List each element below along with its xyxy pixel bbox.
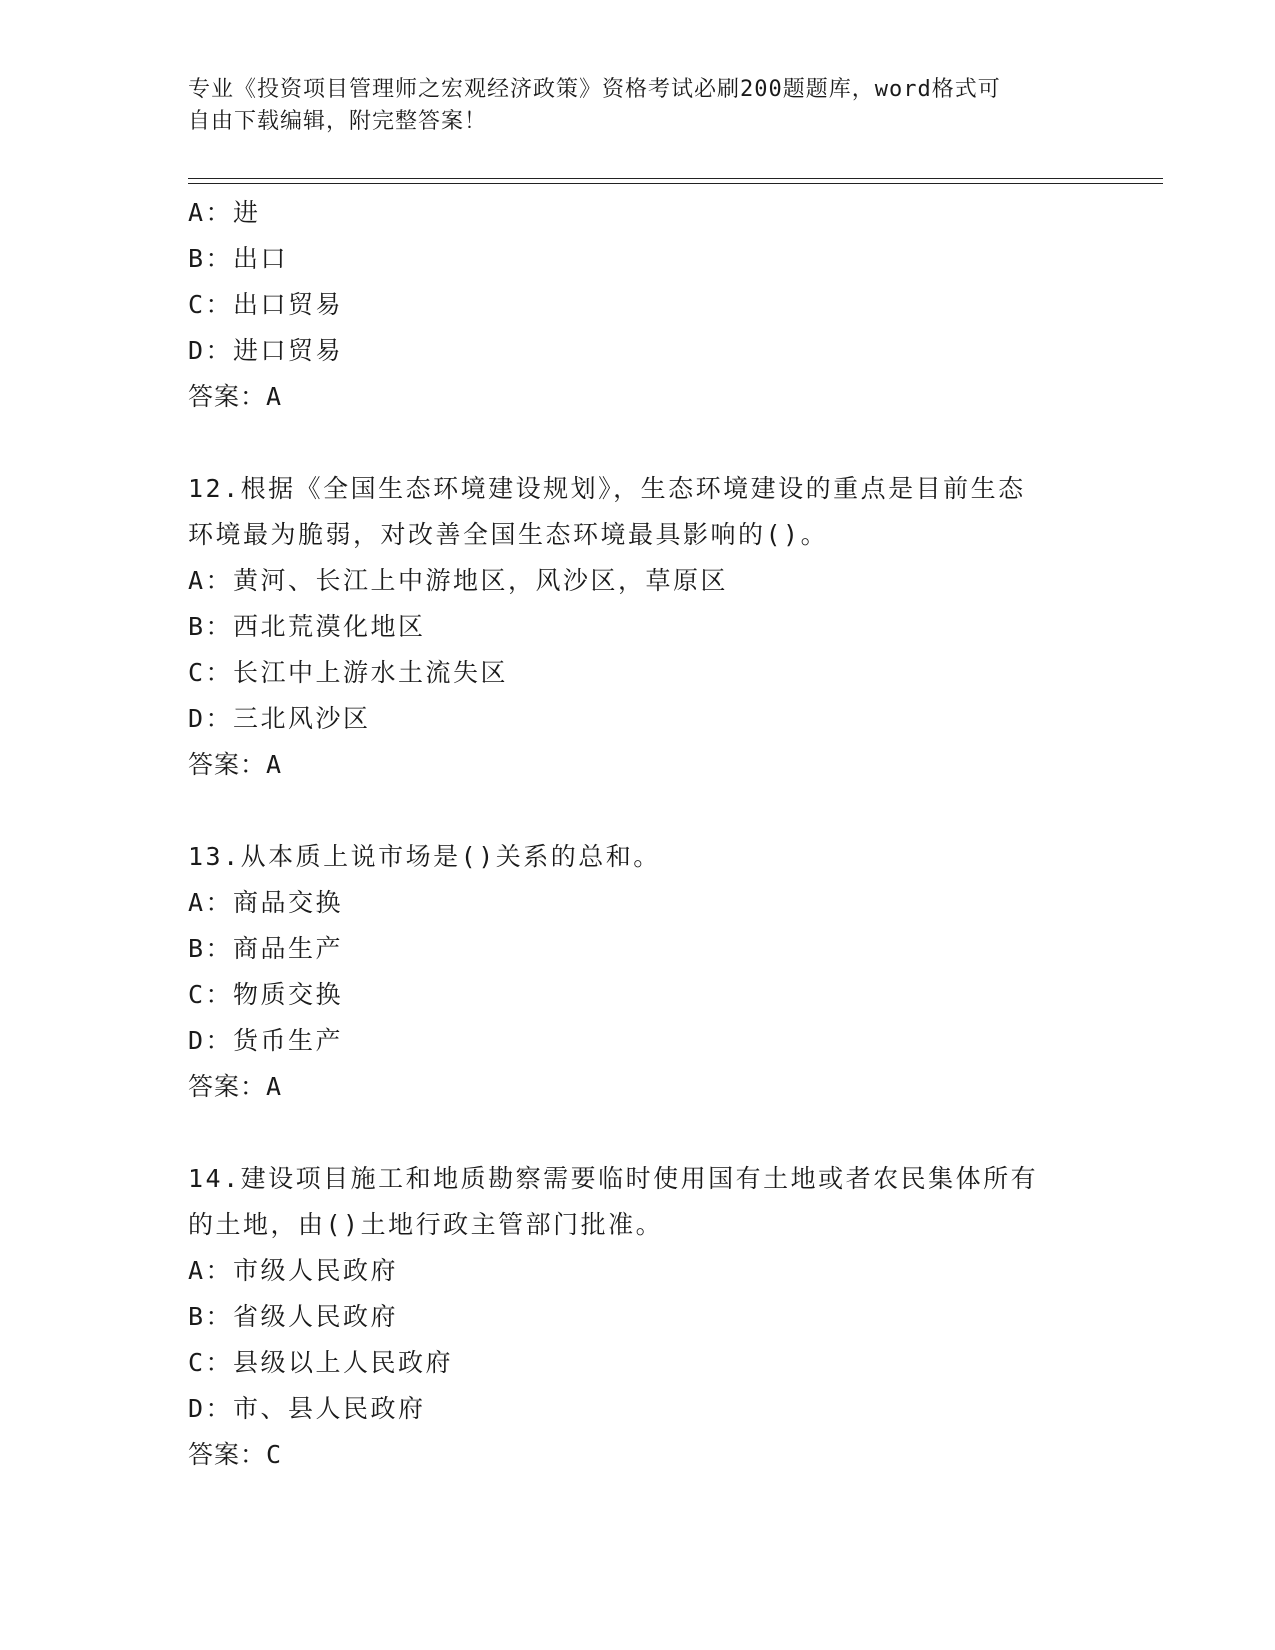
option-d: D：货币生产: [188, 1026, 344, 1055]
option-d: D：三北风沙区: [188, 704, 371, 733]
option-a: A：市级人民政府: [188, 1256, 399, 1285]
option-c: C：长江中上游水土流失区: [188, 658, 509, 687]
question-stem-line-2: 的土地，由()土地行政主管部门批准。: [188, 1210, 664, 1239]
answer-label: 答案：: [188, 1072, 267, 1101]
answer-label: 答案：: [188, 750, 267, 779]
answer-line: [188, 742, 1088, 788]
document-header: [188, 74, 1088, 138]
option-b: B：西北荒漠化地区: [188, 612, 426, 641]
header-divider-top: [188, 178, 1163, 179]
answer-label: 答案：: [188, 1440, 267, 1469]
question-spacer: [188, 1110, 1088, 1156]
header-line-2: 自由下载编辑，附完整答案！: [188, 109, 488, 134]
option-a: A：黄河、长江上中游地区，风沙区，草原区: [188, 566, 729, 595]
question-list: [188, 190, 1088, 1478]
question-spacer: [188, 788, 1088, 834]
option-d: D：市、县人民政府: [188, 1394, 426, 1423]
answer-value: A: [266, 750, 283, 779]
answer-value: C: [266, 1440, 283, 1469]
question-stem-line-1: 13.从本质上说市场是()关系的总和。: [188, 842, 661, 871]
answer-line: [188, 1432, 1088, 1478]
question-stem-line-2: 环境最为脆弱，对改善全国生态环境最具影响的()。: [188, 520, 829, 549]
question-stem-line-1: 14.建设项目施工和地质勘察需要临时使用国有土地或者农民集体所有: [188, 1164, 1039, 1193]
option-b: B：商品生产: [188, 934, 344, 963]
header-divider-bottom: [188, 183, 1163, 184]
answer-value: A: [266, 1072, 283, 1101]
answer-label: 答案：: [188, 382, 267, 411]
question-13: [188, 834, 1088, 1110]
header-line-1: 专业《投资项目管理师之宏观经济政策》资格考试必刷200题题库，word格式可: [188, 77, 1001, 102]
option-a: A：进: [188, 198, 261, 227]
option-d: D：进口贸易: [188, 336, 344, 365]
answer-value: A: [266, 382, 283, 411]
option-c: C：县级以上人民政府: [188, 1348, 454, 1377]
option-b: B：出口: [188, 244, 289, 273]
option-b: B：省级人民政府: [188, 1302, 399, 1331]
answer-line: [188, 1064, 1088, 1110]
question-stem-line-1: 12.根据《全国生态环境建设规划》，生态环境建设的重点是目前生态: [188, 474, 1026, 503]
question-spacer: [188, 420, 1088, 466]
question-12: [188, 466, 1088, 788]
option-c: C：物质交换: [188, 980, 344, 1009]
option-a: A：商品交换: [188, 888, 344, 917]
option-c: C：出口贸易: [188, 290, 344, 319]
question-14: [188, 1156, 1088, 1478]
question-11: [188, 190, 1088, 420]
answer-line: [188, 374, 1088, 420]
